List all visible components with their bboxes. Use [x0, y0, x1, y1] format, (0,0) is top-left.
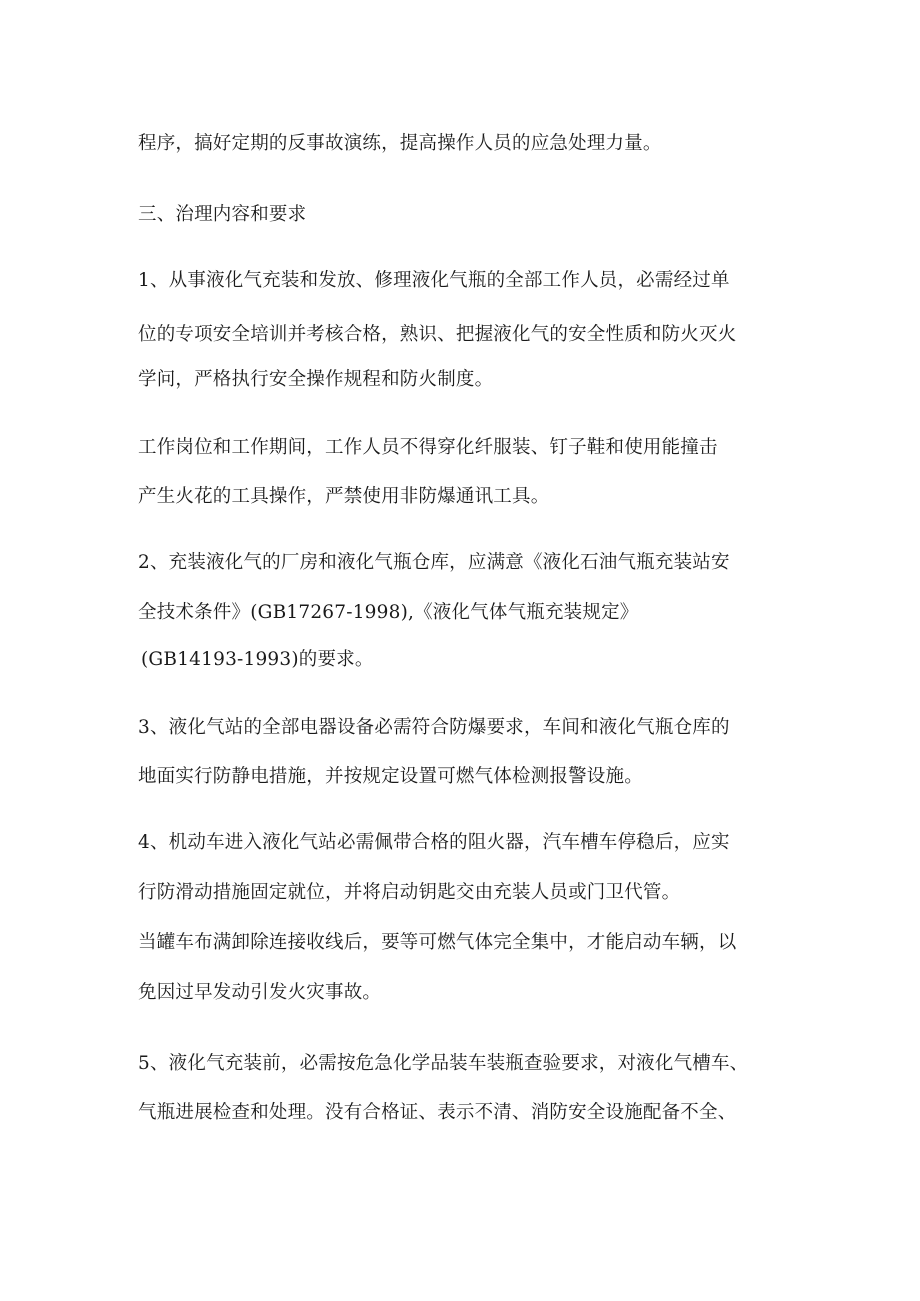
paragraph-line: 免因过早发动引发火灾事故。: [138, 982, 382, 1003]
paragraph-line: 产生火花的工具操作，严禁使用非防爆通讯工具。: [138, 486, 550, 507]
paragraph-line: 1、从事液化气充装和发放、修理液化气瓶的全部工作人员，必需经过单: [138, 270, 730, 291]
paragraph-line: 4、机动车进入液化气站必需佩带合格的阻火器，汽车槽车停稳后，应实: [138, 832, 730, 853]
paragraph-line: 工作岗位和工作期间，工作人员不得穿化纤服装、钉子鞋和使用能撞击: [138, 437, 718, 458]
paragraph-line: (GB14193-1993)的要求。: [141, 649, 374, 670]
paragraph-line: 学问，严格执行安全操作规程和防火制度。: [138, 369, 494, 390]
paragraph-line: 地面实行防静电措施，并按规定设置可燃气体检测报警设施。: [138, 766, 643, 787]
paragraph-line: 当罐车布满卸除连接收线后，要等可燃气体完全集中，才能启动车辆，以: [138, 932, 737, 953]
paragraph-line: 全技术条件》(GB17267-1998),《液化气体气瓶充装规定》: [138, 602, 639, 623]
paragraph-line: 2、充装液化气的厂房和液化气瓶仓库，应满意《液化石油气瓶充装站安: [138, 552, 730, 573]
paragraph-line: 气瓶进展检查和处理。没有合格证、表示不清、消防安全设施配备不全、: [138, 1102, 737, 1123]
paragraph-line: 位的专项安全培训并考核合格，熟识、把握液化气的安全性质和防火灭火: [138, 324, 737, 345]
paragraph-line: 3、液化气站的全部电器设备必需符合防爆要求，车间和液化气瓶仓库的: [138, 717, 730, 738]
section-heading: 三、治理内容和要求: [138, 204, 307, 225]
paragraph-line: 5、液化气充装前，必需按危急化学品装车装瓶查验要求，对液化气槽车、: [138, 1053, 749, 1074]
paragraph-line: 行防滑动措施固定就位，并将启动钥匙交由充装人员或门卫代管。: [138, 882, 681, 903]
paragraph-line: 程序，搞好定期的反事故演练，提高操作人员的应急处理力量。: [138, 133, 662, 154]
